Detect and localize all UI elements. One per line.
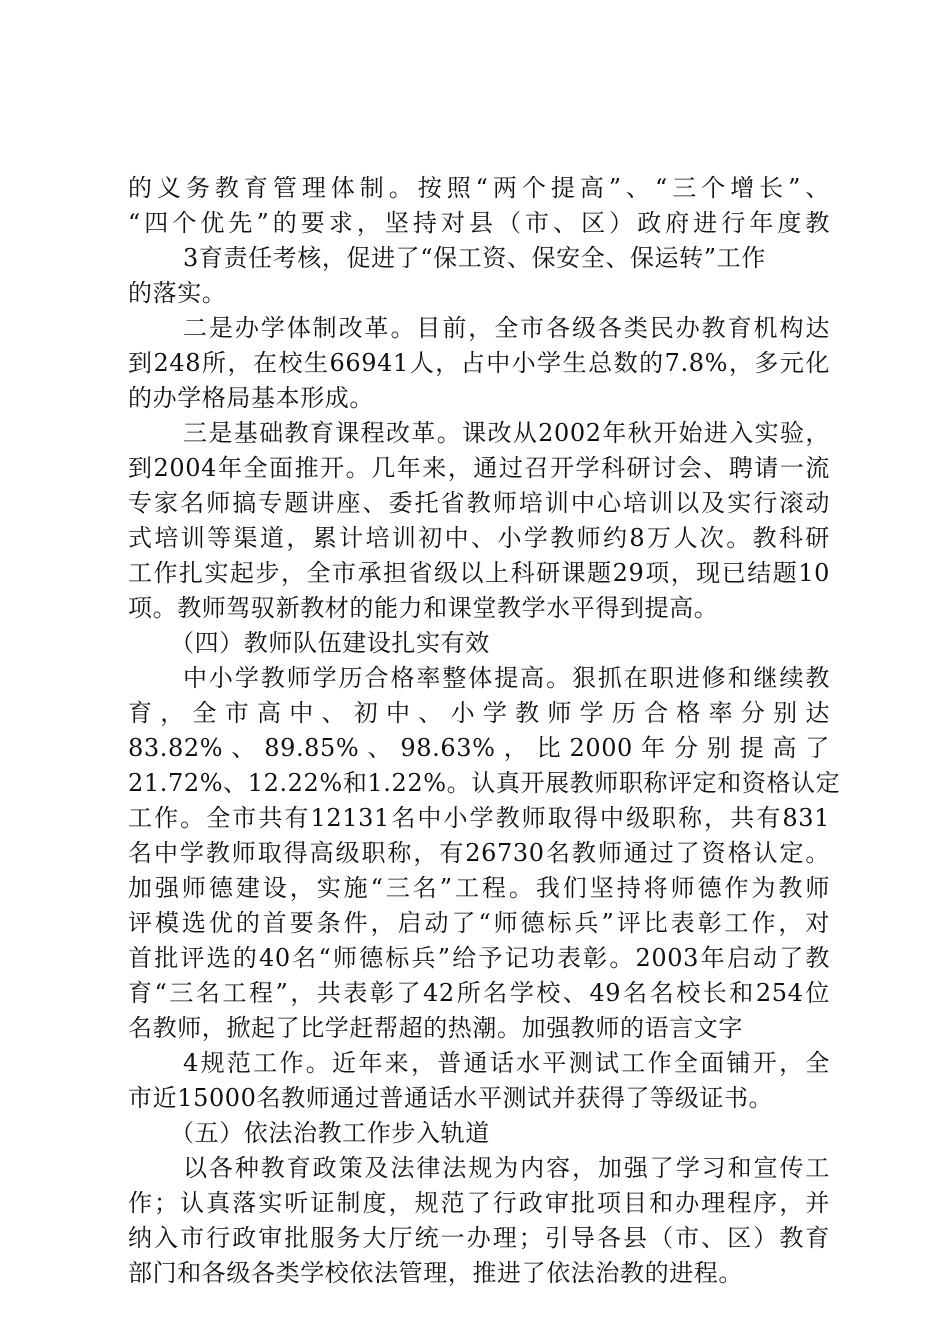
text-line: 育，全市高中、初中、小学教师学历合格率分别达: [128, 699, 830, 727]
text-line: 育“三名工程”，共表彰了42所名学校、49名名校长和254位: [128, 979, 830, 1007]
text-line: 三是基础教育课程改革。课改从2002年秋开始进入实验，: [183, 419, 830, 447]
text-line: 到2004年全面推开。几年来，通过召开学科研讨会、聘请一流: [128, 454, 830, 482]
section-heading: （四）教师队伍建设扎实有效: [170, 629, 490, 657]
text-line: 的办学格局基本形成。: [128, 384, 374, 412]
text-line: 21.72%、12.22%和1.22%。认真开展教师职称评定和资格认定: [128, 769, 841, 797]
text-line: 以各种教育政策及法律法规为内容，加强了学习和宣传工: [183, 1154, 830, 1182]
text-line: 市近15000名教师通过普通话水平测试并获得了等级证书。: [128, 1084, 774, 1112]
text-line: 项。教师驾驭新教材的能力和课堂教学水平得到提高。: [128, 594, 719, 622]
text-line: 作；认真落实听证制度，规范了行政审批项目和办理程序，并: [128, 1189, 830, 1217]
text-line: 3育责任考核，促进了“保工资、保安全、保运转”工作: [183, 244, 766, 272]
text-line: 工作扎实起步，全市承担省级以上科研课题29项，现已结题10: [128, 559, 830, 587]
text-line: 评模选优的首要条件，启动了“师德标兵”评比表彰工作，对: [128, 909, 830, 937]
text-line: 名教师，掀起了比学赶帮超的热潮。加强教师的语言文字: [128, 1014, 743, 1042]
text-line: 的落实。: [128, 279, 227, 307]
text-line: 名中学教师取得高级职称，有26730名教师通过了资格认定。: [128, 839, 830, 867]
text-line: 83.82%、89.85%、98.63%，比2000年分别提高了: [128, 734, 830, 762]
text-line: 首批评选的40名“师德标兵”给予记功表彰。2003年启动了教: [128, 944, 830, 972]
text-line: 专家名师搞专题讲座、委托省教师培训中心培训以及实行滚动: [128, 489, 830, 517]
text-line: 中小学教师学历合格率整体提高。狠抓在职进修和继续教: [183, 664, 830, 692]
text-line: 4规范工作。近年来，普通话水平测试工作全面铺开，全: [183, 1049, 830, 1077]
text-line: “四个优先”的要求，坚持对县（市、区）政府进行年度教: [128, 209, 830, 237]
text-line: 加强师德建设，实施“三名”工程。我们坚持将师德作为教师: [128, 874, 830, 902]
text-line: 到248所，在校生66941人，占中小学生总数的7.8%，多元化: [128, 349, 830, 377]
text-line: 工作。全市共有12131名中小学教师取得中级职称，共有831: [128, 804, 830, 832]
text-line: 纳入市行政审批服务大厅统一办理；引导各县（市、区）教育: [128, 1224, 830, 1252]
text-line: 的义务教育管理体制。按照“两个提高”、“三个增长”、: [128, 174, 830, 202]
text-line: 部门和各级各类学校依法管理，推进了依法治教的进程。: [128, 1259, 743, 1287]
section-heading: （五）依法治教工作步入轨道: [170, 1119, 490, 1147]
text-line: 二是办学体制改革。目前，全市各级各类民办教育机构达: [183, 314, 830, 342]
text-line: 式培训等渠道，累计培训初中、小学教师约8万人次。教科研: [128, 524, 830, 552]
